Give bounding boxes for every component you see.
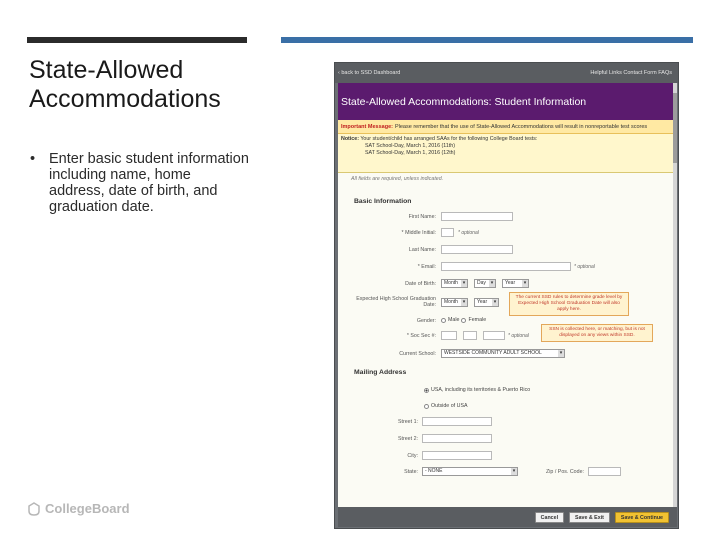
save-continue-button[interactable]: Save & Continue	[615, 512, 669, 523]
gender-female-label: Female	[468, 317, 487, 323]
important-label: Important Message:	[341, 123, 393, 130]
grad-month-select[interactable]: Month ▾	[441, 298, 468, 307]
street-1-field[interactable]	[422, 417, 492, 426]
title-rule-left	[27, 37, 247, 43]
gender-male-label: Male	[448, 317, 460, 323]
collegeboard-logo	[27, 501, 130, 516]
label-gender: Gender:	[416, 318, 436, 324]
section-basic-info: Basic Information	[354, 198, 412, 205]
slide-title: State-Allowed Accommodations	[29, 56, 221, 113]
ssn-part-1[interactable]	[441, 331, 457, 340]
bullet-marker: •	[30, 151, 36, 167]
form-panel	[338, 83, 677, 527]
address-usa-radio[interactable]	[424, 388, 429, 393]
label-email: * Email:	[417, 264, 436, 270]
scrollbar[interactable]	[673, 83, 677, 527]
middle-optional-note: * optional	[458, 230, 479, 236]
label-middle-initial: * Middle Initial:	[401, 230, 436, 236]
label-current-school: Current School:	[399, 351, 436, 357]
dob-day-select[interactable]: Day ▾	[474, 279, 496, 288]
label-last-name: Last Name:	[408, 247, 436, 253]
required-note: All fields are required, unless indicated.	[351, 176, 444, 182]
grad-year-select[interactable]: Year ▾	[474, 298, 499, 307]
notice-text: Your student/child has arranged SAAs for the following College Board tests:	[360, 136, 538, 142]
address-usa-option	[424, 387, 530, 393]
address-outside-label: Outside of USA	[431, 403, 468, 409]
scrollbar-thumb[interactable]	[673, 93, 677, 163]
middle-initial-field[interactable]	[441, 228, 454, 237]
state-select[interactable]: - NONE ▾	[422, 467, 518, 476]
dob-year-select[interactable]: Year ▾	[502, 279, 529, 288]
street-2-field[interactable]	[422, 434, 492, 443]
important-text: Please remember that the use of State-Allowed Accommodations will result in nonreportable test scores	[394, 123, 648, 130]
label-street-1: Street 1:	[397, 419, 418, 425]
label-first-name: First Name:	[408, 214, 436, 220]
dob-month-select[interactable]: Month ▾	[441, 279, 468, 288]
address-outside-option	[424, 403, 468, 409]
email-optional-note: * optional	[574, 264, 595, 270]
current-school-select[interactable]: WESTSIDE COMMUNITY ADULT SCHOOL ▾	[441, 349, 565, 358]
first-name-field[interactable]	[441, 212, 513, 221]
form-action-bar	[338, 507, 677, 527]
gender-male-radio[interactable]	[441, 318, 446, 323]
section-mailing-address: Mailing Address	[354, 369, 407, 376]
app-top-bar	[335, 63, 678, 83]
gender-options	[441, 317, 486, 323]
label-zip: Zip / Pos. Code:	[546, 469, 584, 475]
notice-item: SAT School-Day, March 1, 2016 (12th)	[365, 150, 456, 156]
notice-label: Notice:	[341, 136, 359, 142]
save-exit-button[interactable]: Save & Exit	[569, 512, 610, 523]
label-street-2: Street 2:	[397, 436, 418, 442]
city-field[interactable]	[422, 451, 492, 460]
ssn-part-3[interactable]	[483, 331, 505, 340]
last-name-field[interactable]	[441, 245, 513, 254]
email-field[interactable]	[441, 262, 571, 271]
top-links[interactable]: Helpful Links Contact Form FAQs	[590, 70, 672, 76]
label-dob: Date of Birth:	[405, 281, 436, 287]
ssn-part-2[interactable]	[463, 331, 477, 340]
label-ssn: * Soc Sec #:	[406, 333, 436, 339]
address-outside-radio[interactable]	[424, 404, 429, 409]
back-to-dashboard-link[interactable]: ‹ back to SSD Dashboard	[338, 70, 401, 76]
notice-box	[338, 134, 677, 173]
gender-female-radio[interactable]	[461, 318, 466, 323]
acorn-icon	[27, 502, 41, 516]
label-grad-date: Expected High School Graduation Date:	[356, 296, 436, 308]
title-rule-right	[281, 37, 693, 43]
address-usa-label: USA, including its territories & Puerto Rico	[431, 387, 531, 393]
zip-field[interactable]	[588, 467, 621, 476]
grad-date-tooltip: The current SSD rules to determine grade level by Expected High School Graduation Date will also apply here.	[509, 292, 629, 316]
cancel-button[interactable]: Cancel	[535, 512, 564, 523]
logo-text: CollegeBoard	[45, 501, 130, 516]
app-screenshot	[334, 62, 679, 529]
important-message	[338, 120, 677, 134]
notice-item: SAT School-Day, March 1, 2016 (11th)	[365, 143, 455, 149]
label-city: City:	[407, 453, 418, 459]
ssn-optional-note: * optional	[508, 333, 529, 339]
label-state: State:	[404, 469, 418, 475]
ssn-tooltip: SSN is collected here, or matching, but is not displayed on any views within SSD.	[541, 324, 653, 342]
bullet-text: Enter basic student information including name, home address, date of birth, and graduation date.	[49, 151, 249, 215]
page-heading: State-Allowed Accommodations: Student Information	[338, 83, 677, 120]
